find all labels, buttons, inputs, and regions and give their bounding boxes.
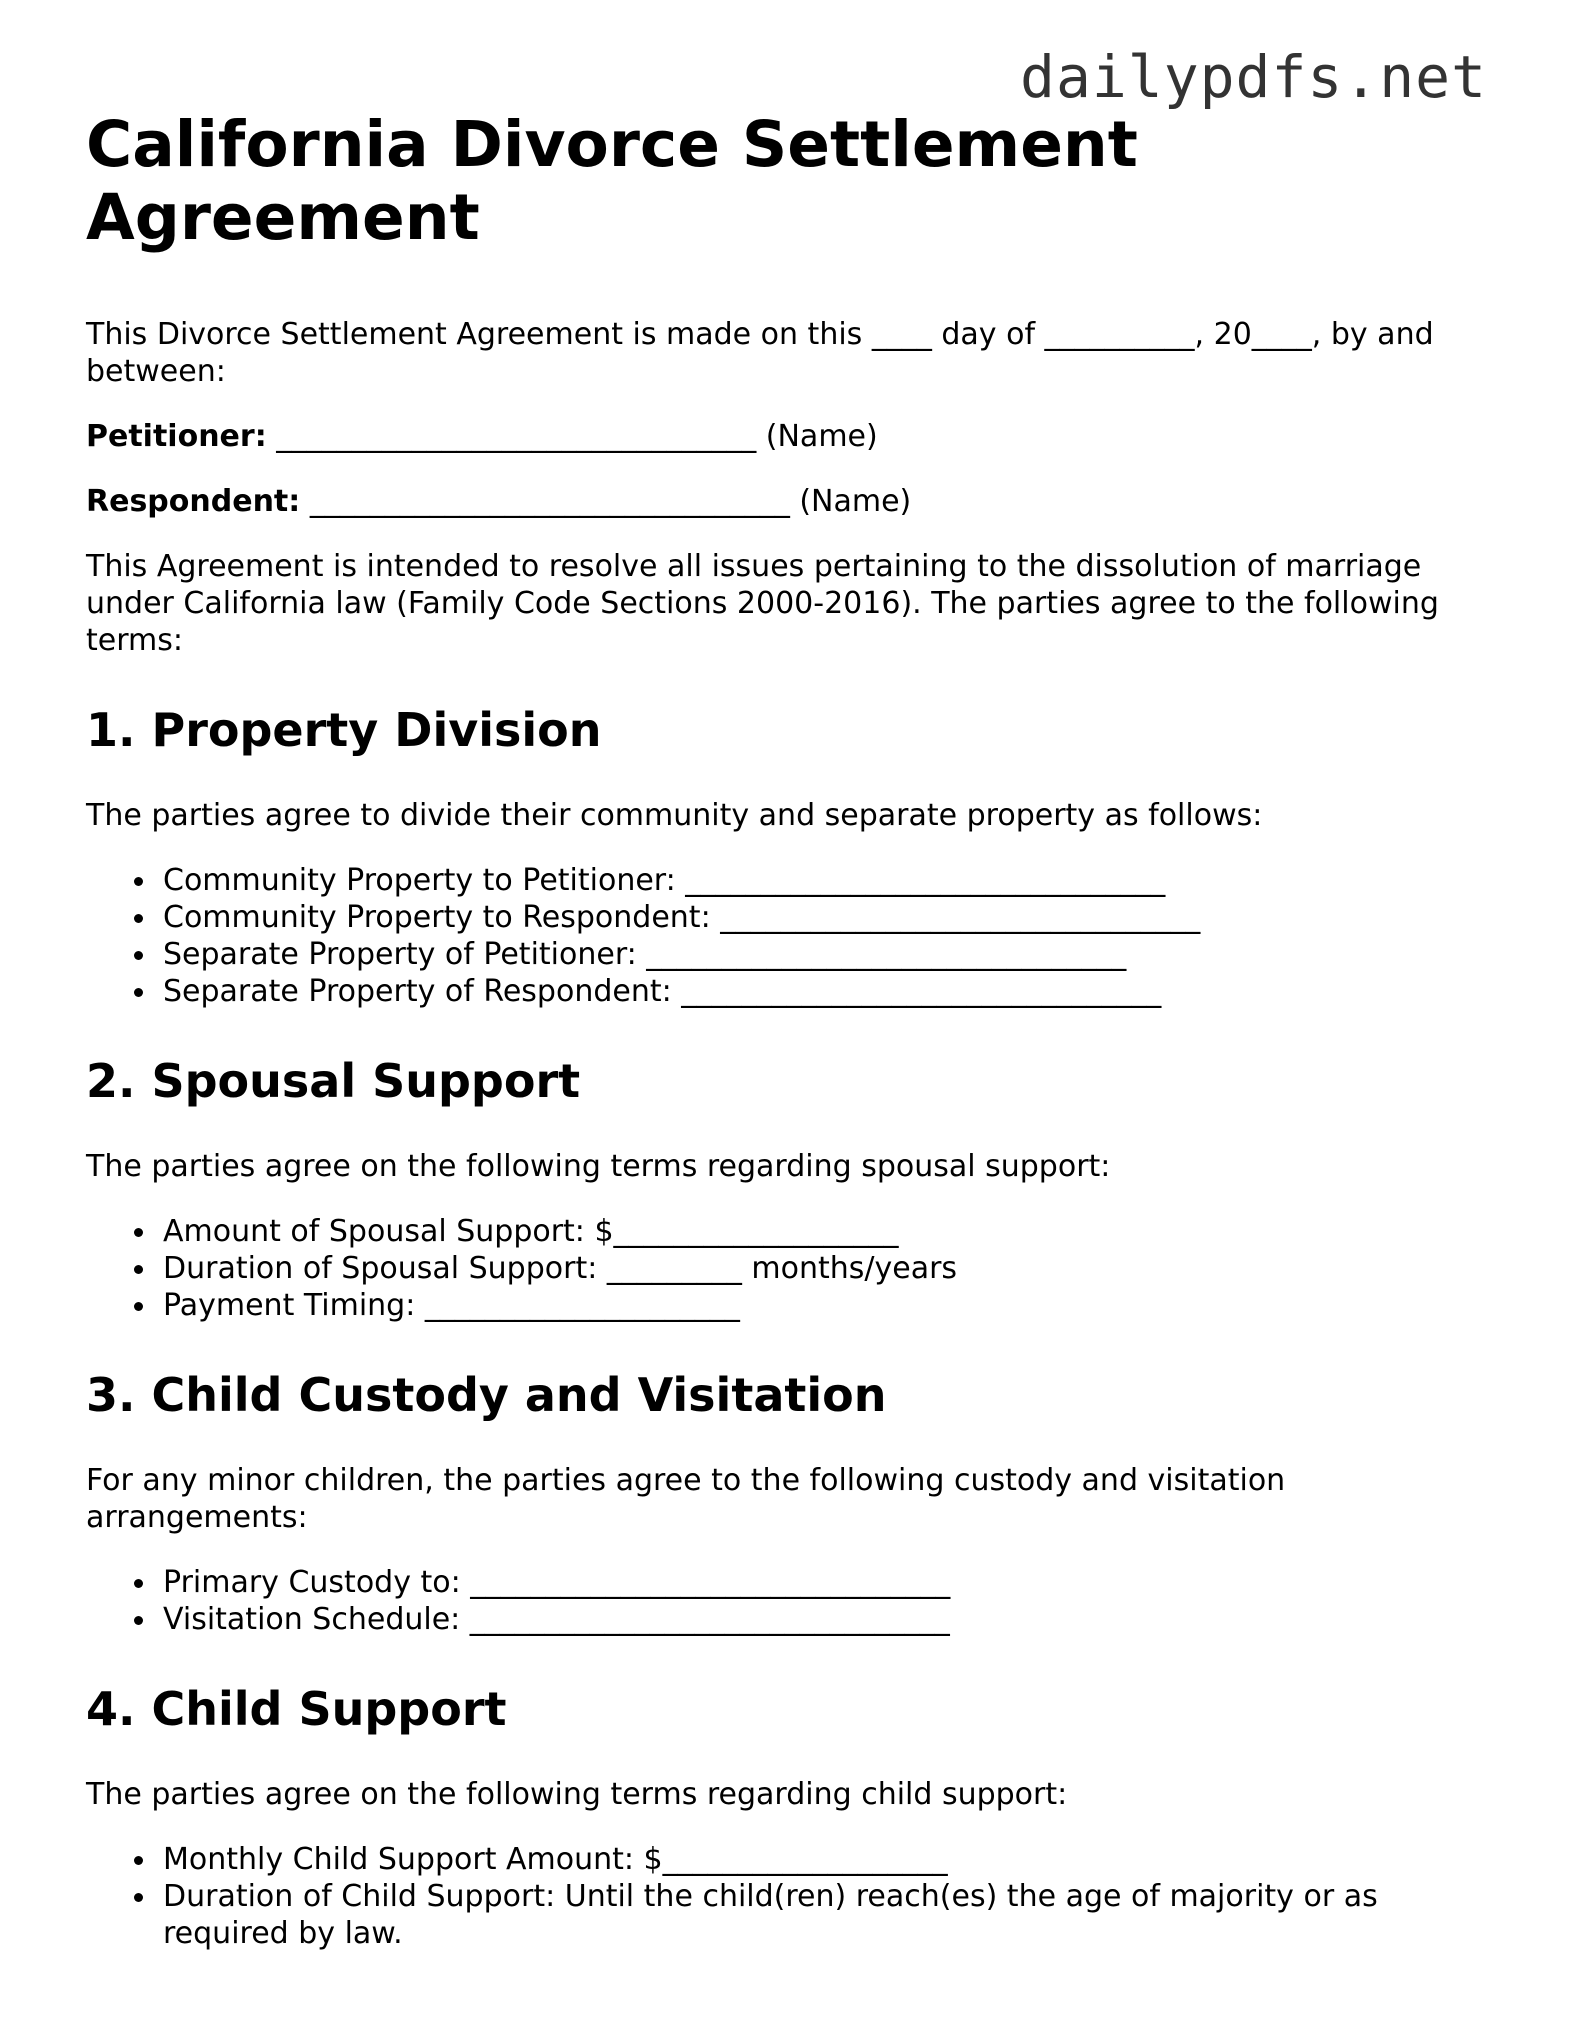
watermark: dailypdfs.net: [1020, 43, 1487, 111]
child-custody-list: [86, 1564, 1486, 1638]
spousal-support-list: [86, 1213, 1486, 1324]
list-item: Duration of Spousal Support: _________ months/years: [163, 1250, 1486, 1287]
intro-paragraph: This Divorce Settlement Agreement is made on this ____ day of __________, 20____, by and between:: [86, 317, 1434, 389]
list-item: Community Property to Respondent: ________________________________: [163, 899, 1486, 936]
list-item: Community Property to Petitioner: ________________________________: [163, 862, 1486, 899]
list-item: Monthly Child Support Amount: $___________________: [163, 1841, 1486, 1878]
respondent-name-field: ________________________________ (Name): [309, 484, 912, 519]
list-item: Payment Timing: _____________________: [163, 1287, 1486, 1324]
section-lead-child-custody: For any minor children, the parties agree to the following custody and visitation arrangements:: [86, 1463, 1286, 1535]
list-item: Amount of Spousal Support: $___________________: [163, 1213, 1486, 1250]
respondent-label: Respondent:: [86, 484, 301, 519]
section-heading-child-support: 4. Child Support: [86, 1682, 507, 1736]
list-item: Separate Property of Respondent: ________________________________: [163, 973, 1486, 1010]
list-item: Duration of Child Support: Until the child(ren) reach(es) the age of majority or as required by law.: [163, 1878, 1486, 1952]
section-lead-child-support: The parties agree on the following terms regarding child support:: [86, 1777, 1068, 1812]
purpose-paragraph: This Agreement is intended to resolve all issues pertaining to the dissolution of marriage under California law (Family Code Sections 2000-2016). The parties agree to the following terms:: [86, 549, 1439, 658]
document-page: [86, 108, 1486, 1952]
section-lead-property-division: The parties agree to divide their community and separate property as follows:: [86, 798, 1263, 833]
list-item: Primary Custody to: ________________________________: [163, 1564, 1486, 1601]
petitioner-line: [86, 418, 1486, 455]
section-heading-child-custody: 3. Child Custody and Visitation: [86, 1368, 887, 1422]
section-heading-property-division: 1. Property Division: [86, 703, 602, 757]
property-division-list: [86, 862, 1486, 1010]
section-heading-spousal-support: 2. Spousal Support: [86, 1054, 581, 1108]
document-title: California Divorce Settlement Agreement: [86, 108, 1138, 254]
list-item: Separate Property of Petitioner: ________________________________: [163, 936, 1486, 973]
petitioner-label: Petitioner:: [86, 419, 267, 454]
petitioner-name-field: ________________________________ (Name): [276, 419, 878, 454]
list-item: Visitation Schedule: ________________________________: [163, 1601, 1486, 1638]
respondent-line: [86, 483, 1486, 520]
child-support-list: [86, 1841, 1486, 1952]
section-lead-spousal-support: The parties agree on the following terms regarding spousal support:: [86, 1149, 1111, 1184]
